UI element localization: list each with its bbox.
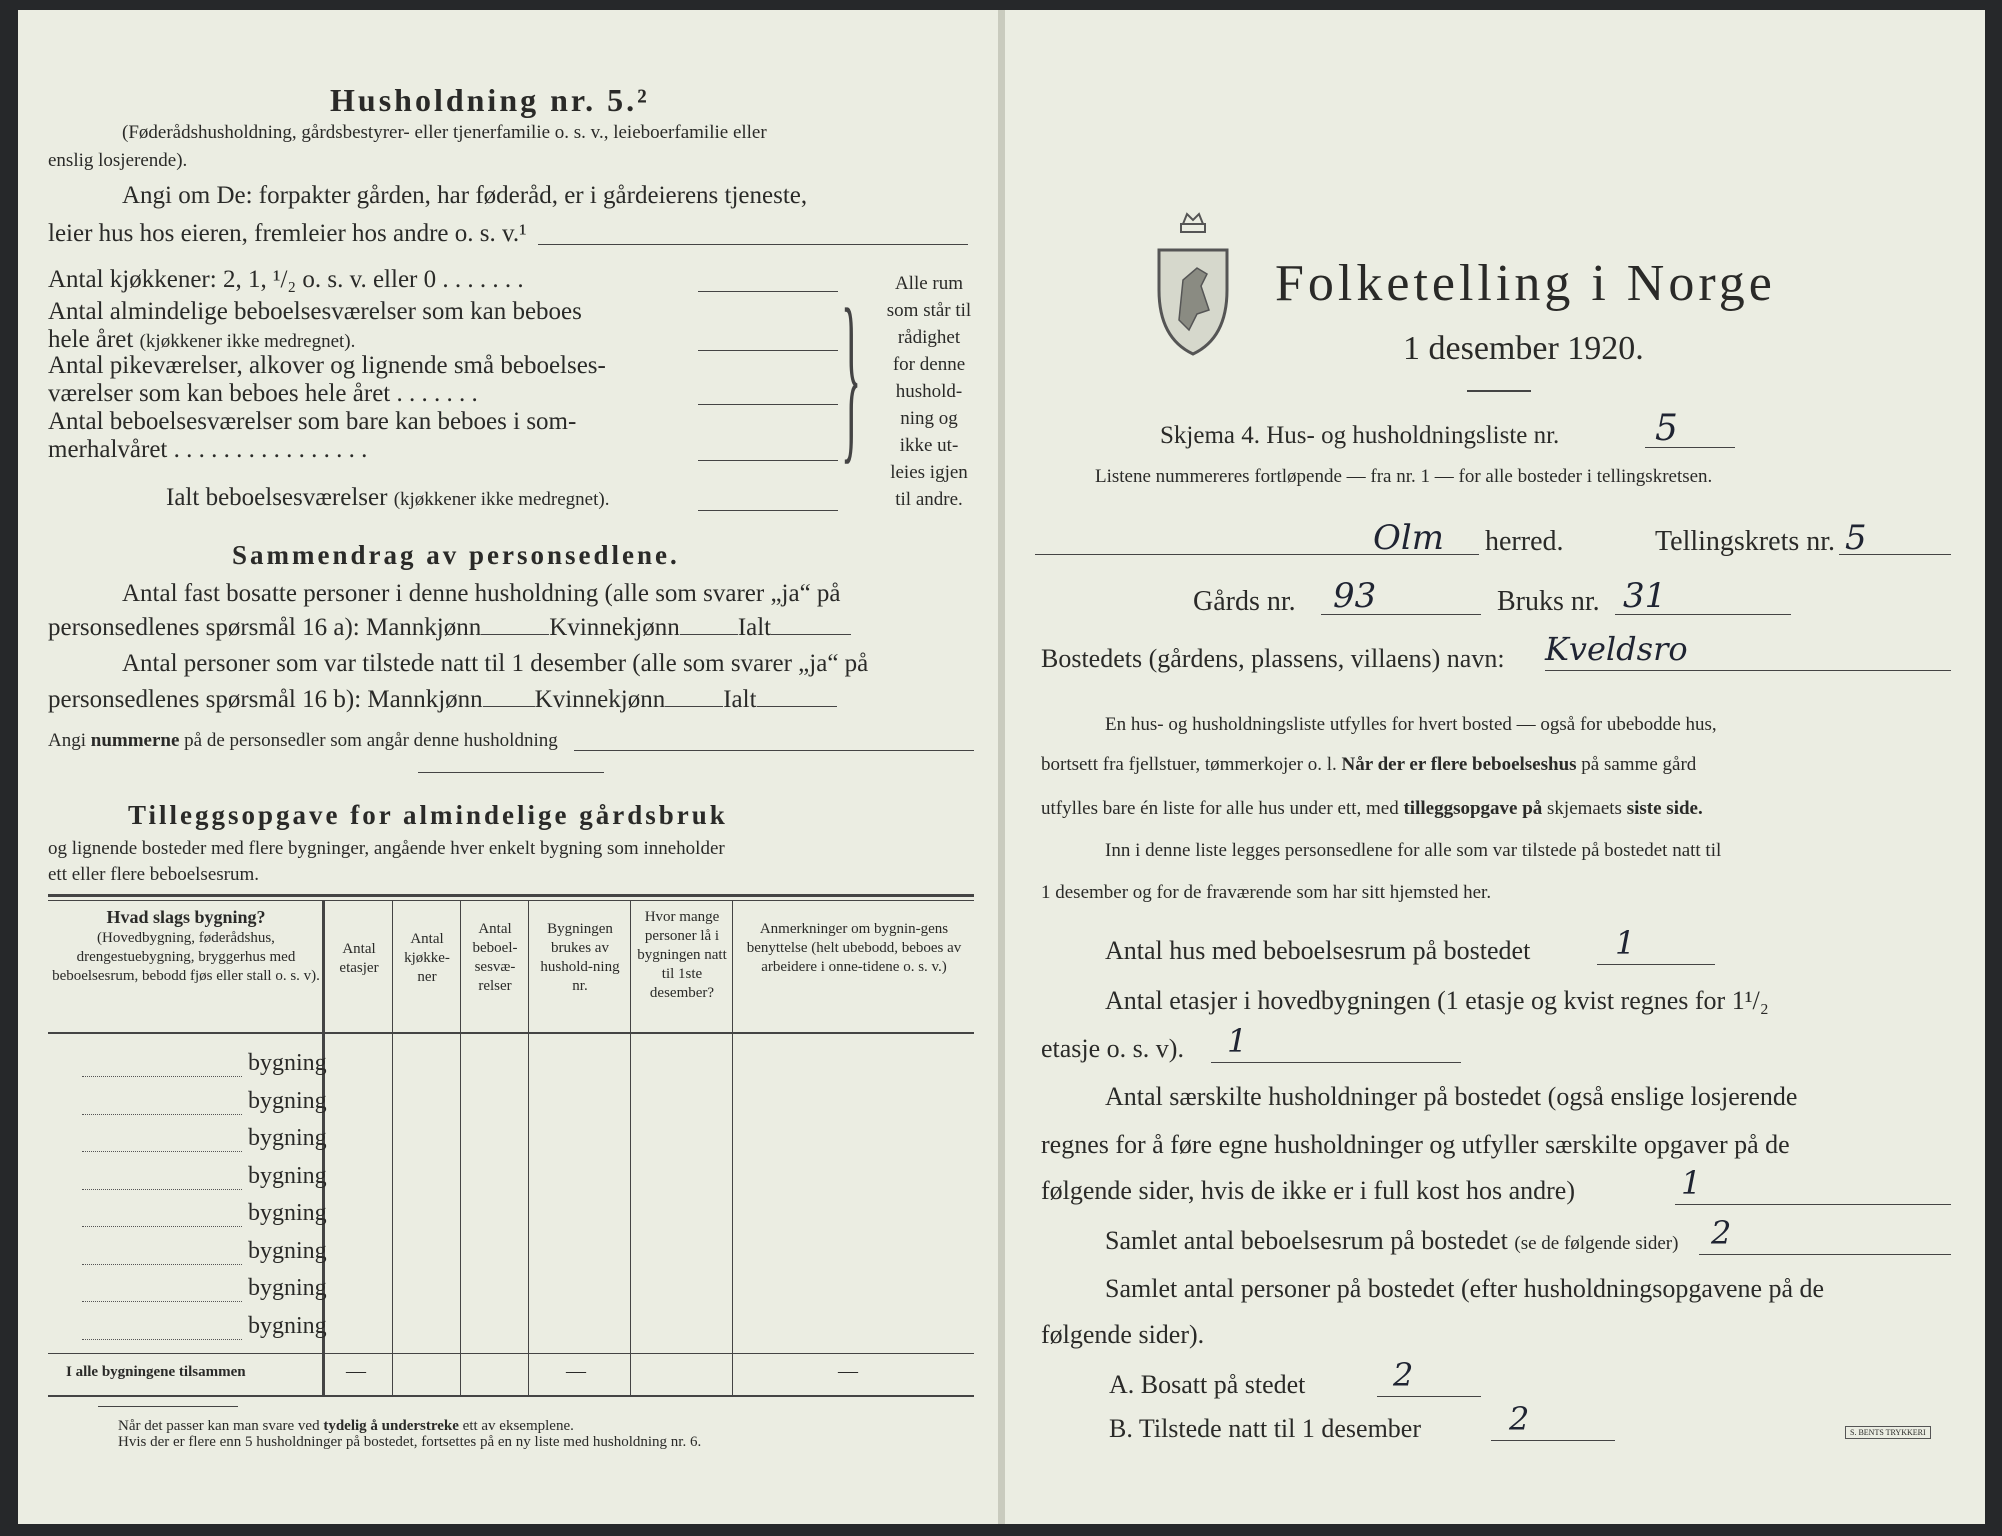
instruction-5: 1 desember og for de fraværende som har sitt hjemsted her. xyxy=(1041,882,1492,903)
instruction-2: bortsett fra fjellstuer, tømmerkojer o. l. Når der er flere beboelseshus på samme gård xyxy=(1041,754,1697,775)
krets-label: Tellingskrets nr. xyxy=(1655,526,1836,557)
summary-title: Sammendrag av personsedlene. xyxy=(232,540,680,570)
summary-numbers: Angi nummerne på de personsedler som angår denne husholdning xyxy=(48,730,558,751)
ask-line-1: Angi om De: forpakter gården, har føderåd, er i gårdeierens tjeneste, xyxy=(122,182,808,209)
list-number-value: 5 xyxy=(1655,408,1678,449)
houses-answer-line xyxy=(1597,964,1715,965)
date-rule xyxy=(1467,390,1531,392)
household-subtitle: (Føderådshusholdning, gårdsbestyrer- eller tjenerfamilie o. s. v., leieboerfamilie eller xyxy=(122,122,767,143)
bosted-label: Bostedets (gårdens, plassens, villaens) navn: xyxy=(1041,644,1505,673)
q-total-rooms-right: Samlet antal beboelsesrum på bostedet (se de følgende sider) xyxy=(1105,1226,1679,1255)
bosted-value: Kveldsro xyxy=(1545,630,1688,668)
total-household-dash: — xyxy=(566,1360,586,1382)
side-note: Alle rum som står til rådighet for denne hushold- ning og ikke ut- leies igjen til andre. xyxy=(886,273,972,510)
footnote-rule xyxy=(98,1406,238,1407)
small-rooms-answer-line xyxy=(698,404,838,405)
instruction-3: utfylles bare én liste for alle hus under ett, med tilleggsopgave på skjemaets siste side. xyxy=(1041,798,1703,819)
supplement-line-2: ett eller flere beboelsesrum. xyxy=(48,864,260,885)
q-total-rooms: Ialt beboelsesværelser (kjøkkener ikke medregnet). xyxy=(166,484,610,511)
rooms-answer-line xyxy=(698,350,838,351)
q-floors-1: Antal etasjer i hovedbygningen (1 etasje og kvist regnes for 1¹/₂ xyxy=(1105,986,1769,1015)
col-head-persons: Hvor mange personer lå i bygningen natt til 1ste desember? xyxy=(637,909,727,1001)
coat-of-arms-icon xyxy=(1153,210,1233,360)
instruction-1: En hus- og husholdningsliste utfylles for hvert bosted — også for ubebodde hus, xyxy=(1105,714,1717,735)
krets-answer-line xyxy=(1839,554,1951,555)
summary-line-3: Antal personer som var tilstede natt til 1 desember (alle som svarer „ja“ på xyxy=(122,650,869,677)
col-head-floors: Antal etasjer xyxy=(339,941,379,976)
brace-icon: } xyxy=(841,276,862,484)
present-value: 2 xyxy=(1509,1400,1530,1438)
supplement-line-1: og lignende bosteder med flere bygninger, angående hver enkelt bygning som inneholder xyxy=(48,838,725,859)
q-small-rooms-2: værelser som kan beboes hele året . . . . . . . xyxy=(48,380,478,407)
floors-answer-line xyxy=(1211,1062,1461,1063)
col-head-building-type: Hvad slags bygning? (Hovedbygning, føderådshus, drengestuebygning, bryggerhus med beboelsesrum, bebodd fjøs eller stall o. s. v). xyxy=(52,907,320,984)
col-head-household: Bygningen brukes av hushold-ning nr. xyxy=(540,921,620,994)
bruks-label: Bruks nr. xyxy=(1497,586,1600,617)
census-title: Folketelling i Norge xyxy=(1275,255,1776,312)
floors-value: 1 xyxy=(1227,1022,1248,1060)
q-persons-2: følgende sider). xyxy=(1041,1320,1205,1349)
total-rooms-value: 2 xyxy=(1711,1214,1732,1252)
present-label: B. Tilstede natt til 1 desember xyxy=(1109,1414,1421,1443)
total-floors-dash: — xyxy=(346,1360,366,1382)
col-head-kitchens: Antal kjøkke-ner xyxy=(404,931,450,985)
ask-answer-line xyxy=(538,244,968,245)
footnote-1: Når det passer kan man svare ved tydelig å understreke ett av eksemplene. xyxy=(118,1418,574,1434)
q-kitchens: Antal kjøkkener: 2, 1, ¹/₂ o. s. v. eller 0 . . . . . . . xyxy=(48,266,524,293)
q-rooms-2: hele året (kjøkkener ikke medregnet). xyxy=(48,326,356,353)
section-divider xyxy=(418,772,604,773)
herred-label: herred. xyxy=(1485,526,1564,557)
households-value: 1 xyxy=(1681,1164,1702,1202)
resident-label: A. Bosatt på stedet xyxy=(1109,1370,1306,1399)
q-summer-rooms-1: Antal beboelsesværelser som bare kan beboes i som- xyxy=(48,408,577,435)
ask-line-2: leier hus hos eieren, fremleier hos andre o. s. v.¹ xyxy=(48,220,527,247)
krets-value: 5 xyxy=(1845,518,1867,558)
footnote-2: Hvis der er flere enn 5 husholdninger på bostedet, fortsettes på en ny liste med husholdning nr. 6. xyxy=(118,1434,702,1450)
list-number-line xyxy=(1645,447,1735,448)
summary-line-2: personsedlenes spørsmål 16 a): Mannkjønn Kvinnekjønn Ialt xyxy=(48,614,851,642)
q-floors-2: etasje o. s. v). xyxy=(1041,1034,1184,1063)
summary-line-1: Antal fast bosatte personer i denne husholdning (alle som svarer „ja“ på xyxy=(122,580,841,607)
q-rooms-1: Antal almindelige beboelsesværelser som kan beboes xyxy=(48,298,582,325)
bruks-value: 31 xyxy=(1623,576,1667,616)
printer-stamp: S. BENTS TRYKKERI xyxy=(1845,1426,1931,1439)
col-head-remarks: Anmerkninger om bygnin-gens benyttelse (helt ubebodd, beboes av arbeidere i onne-tidene o. s. v.) xyxy=(746,921,962,975)
resident-value: 2 xyxy=(1393,1356,1414,1394)
q-small-rooms-1: Antal pikeværelser, alkover og lignende små beboelses- xyxy=(48,352,606,379)
col-head-rooms: Antal beboel-sesvæ-relser xyxy=(472,921,518,994)
left-page: Husholdning nr. 5.² (Føderådshusholdning, gårdsbestyrer- eller tjenerfamilie o. s. v., leieboerfamilie eller enslig losjerende). Angi om De: forpakter gården, har føderåd, er i gårdeierens tjeneste, leier hus hos eieren, fremleier hos andre o. s. v.¹ Antal kjøkkener: 2, 1, ¹/₂ o. s. v. eller 0 . . . . . . . Antal almindelige beboelsesværelser som kan beboes hele året (kjøkkener ikke medregnet). Antal pikeværelser, alkover og lignende små beboelses- værelser som kan beboes hele året . . . . . . . Antal beboelsesværelser som bare kan beboes i som- merhalvåret . . . . . . . . . . . . . . . . Ialt beboelsesværelser (kjøkkener ikke medregnet). } Alle rum som står til rådighet for denne hushold- ning og ikke ut- leies igjen til andre. Sammendrag av personsedlene. Antal fast bosatte personer i denne husholdning (alle som svarer „ja“ på personsedlenes spørsmål 16 a): Mannkjønn Kvinnekjønn Ialt Antal personer som var tilstede natt til 1 desember (alle som svarer „ja“ på personsedlenes spørsmål 16 b): Mannkjønn Kvinnekjønn Ialt Angi nummerne på de personsedler som angår denne husholdning Tilleggsopgave for almindelige gårdsbruk og lignende bosteder med flere bygninger, angående hver enkelt bygning som inneholder ett eller flere beboelsesrum. Hvad slags bygning? (Hovedbygning, føderådshus, drengestuebygning, bryggerhus med beboelsesrum, bebodd fjøs eller stall o. s. v). Antal etasjer Antal kjøkke-ner Antal beboel-sesvæ-relser Bygningen brukes av hushold-ning nr. Hvor mange personer lå i bygningen natt til 1ste desember? Anmerkninger om bygnin-gens benyttelse (helt ubebodd, beboes av arbeidere i onne-tidene o. s. v.) bygning bygning bygning bygning bygning bygning bygning bygning I alle bygningene tilsammen — — — Når det passer kan man svare ved tydelig å understreke ett av eksemplene. Hvis der er flere enn 5 husholdninger på bostedet, fortsettes på en ny liste med husholdning nr. 6. xyxy=(18,10,998,1524)
bosted-answer-line xyxy=(1545,670,1951,671)
resident-answer-line xyxy=(1377,1396,1481,1397)
supplement-title: Tilleggsopgave for almindelige gårdsbruk xyxy=(128,800,728,830)
gards-label: Gårds nr. xyxy=(1193,586,1296,617)
census-date: 1 desember 1920. xyxy=(1403,330,1644,367)
present-answer-line xyxy=(1491,1440,1615,1441)
bruks-answer-line xyxy=(1615,614,1791,615)
kitchens-answer-line xyxy=(698,291,838,292)
houses-value: 1 xyxy=(1615,924,1636,962)
household-title: Husholdning nr. 5.² xyxy=(330,82,650,118)
instruction-4: Inn i denne liste legges personsedlene for alle som var tilstede på bostedet natt til xyxy=(1105,840,1722,861)
herred-value: Olm xyxy=(1373,518,1444,558)
q-summer-rooms-2: merhalvåret . . . . . . . . . . . . . . . . xyxy=(48,436,368,463)
q-households-2: regnes for å føre egne husholdninger og utfyller særskilte opgaver på de xyxy=(1041,1130,1790,1159)
q-persons-1: Samlet antal personer på bostedet (efter husholdningsopgavene på de xyxy=(1105,1274,1825,1303)
household-subtitle-2: enslig losjerende). xyxy=(48,150,188,171)
summary-line-4: personsedlenes spørsmål 16 b): Mannkjønn Kvinnekjønn Ialt xyxy=(48,686,837,714)
numbering-note: Listene nummereres fortløpende — fra nr. 1 — for alle bosteder i tellingskretsen. xyxy=(1095,466,1713,487)
q-households-3: følgende sider, hvis de ikke er i full kost hos andre) xyxy=(1041,1176,1575,1205)
skjema-line: Skjema 4. Hus- og husholdningsliste nr. xyxy=(1160,422,1560,449)
gards-value: 93 xyxy=(1333,576,1377,616)
summer-rooms-answer-line xyxy=(698,460,838,461)
page-fold xyxy=(998,10,1005,1524)
q-households-1: Antal særskilte husholdninger på bostedet (også enslige losjerende xyxy=(1105,1082,1798,1111)
q-houses: Antal hus med beboelsesrum på bostedet xyxy=(1105,936,1531,965)
gards-answer-line xyxy=(1321,614,1481,615)
total-remarks-dash: — xyxy=(838,1360,858,1382)
total-rooms-right-line xyxy=(1699,1254,1951,1255)
households-answer-line xyxy=(1675,1204,1951,1205)
right-page xyxy=(1005,10,1985,1524)
total-row-label: I alle bygningene tilsammen xyxy=(66,1364,246,1380)
total-rooms-answer-line xyxy=(698,510,838,511)
numbers-answer-line xyxy=(574,750,974,751)
